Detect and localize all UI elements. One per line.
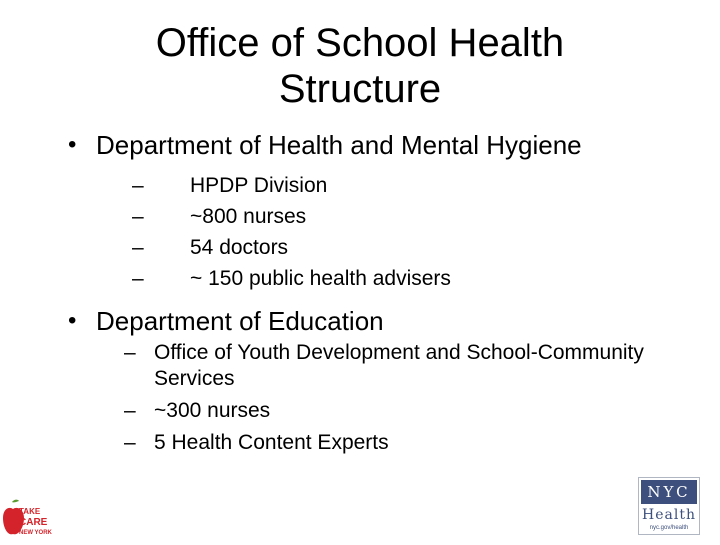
title-line-2: Structure (278, 67, 442, 111)
list-item: – 54 doctors (132, 236, 289, 259)
slide-title (0, 20, 720, 112)
content-list (68, 128, 708, 462)
section-dohmh (68, 128, 708, 294)
svg-text:NEW YORK: NEW YORK (19, 530, 52, 536)
section-heading: Department of Health and Mental Hygiene (96, 130, 582, 160)
dohmh-items (96, 170, 708, 294)
title-line-1: Office of School Health (155, 21, 565, 65)
doe-items (96, 340, 708, 456)
nyc-logo-url: nyc.gov/health (649, 525, 689, 531)
list-item: – ~ 150 public health advisers (132, 267, 451, 290)
list-item: – 5 Health Content Experts (124, 431, 389, 454)
svg-text:CARE: CARE (19, 517, 48, 528)
nyc-logo-top: NYC (641, 480, 697, 504)
svg-text:TAKE: TAKE (19, 507, 41, 516)
section-doe (68, 304, 708, 456)
apple-icon (0, 498, 52, 540)
list-item: – ~800 nurses (132, 205, 307, 228)
list-item: – HPDP Division (132, 174, 328, 197)
nyc-health-logo (638, 477, 700, 535)
take-care-new-york-logo (0, 498, 52, 540)
nyc-logo-bottom: Health (642, 507, 696, 523)
list-item: – ~300 nurses (124, 399, 271, 422)
section-heading: Department of Education (96, 306, 384, 336)
list-item: – Office of Youth Development and School-Community Services (124, 341, 644, 390)
